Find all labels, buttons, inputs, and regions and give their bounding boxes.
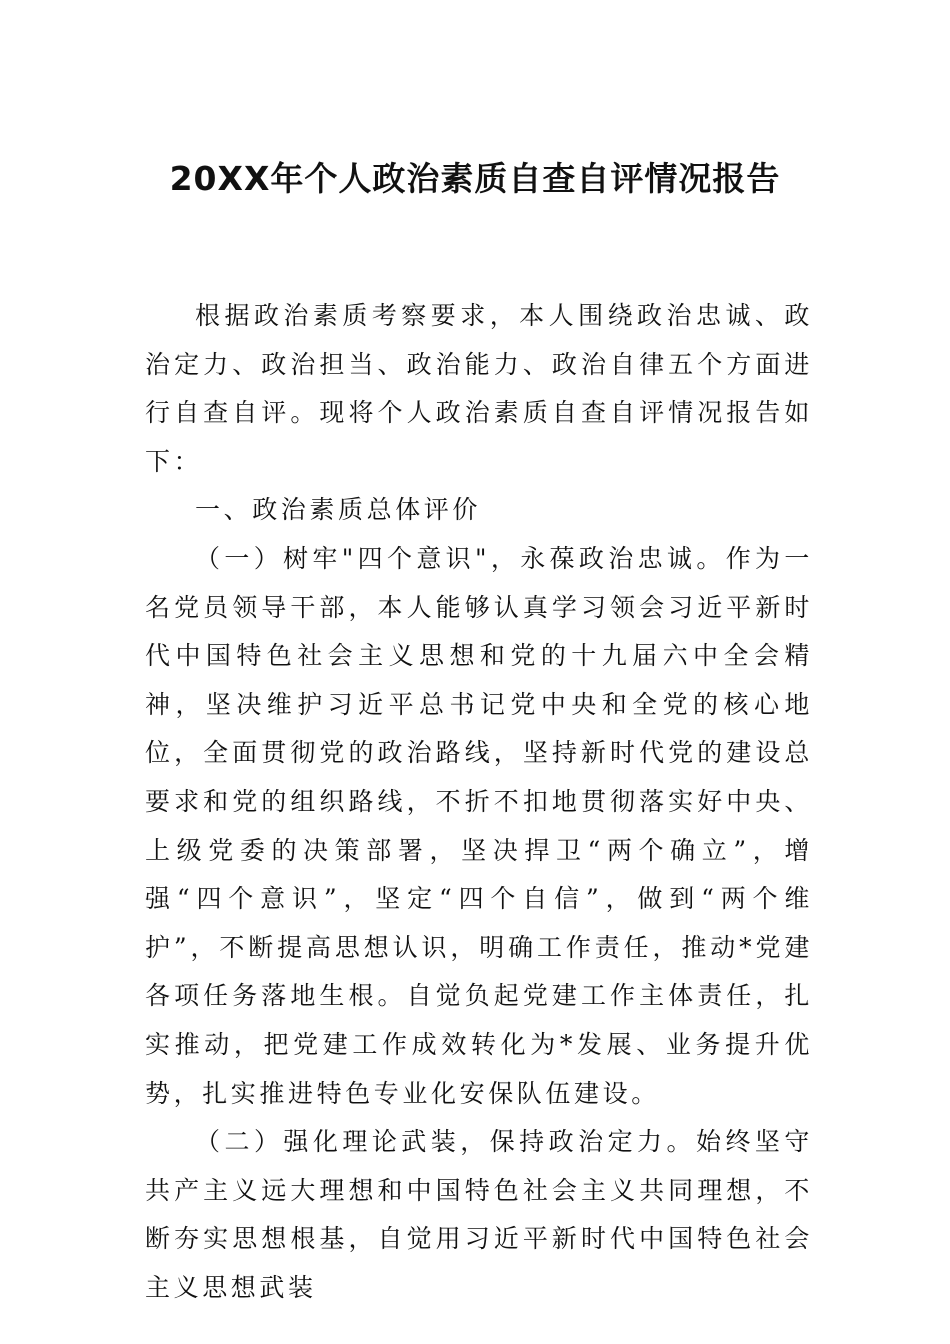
document-body: [145, 292, 813, 1312]
section-heading-1: 一、政治素质总体评价: [195, 495, 482, 525]
intro-paragraph: 根据政治素质考察要求，本人围绕政治忠诚、政治定力、政治担当、政治能力、政治自律五个方面进行自查自评。现将个人政治素质自查自评情况报告如下：: [145, 301, 813, 476]
document-title: 20XX年个人政治素质自查自评情况报告: [169, 159, 781, 198]
subsection-paragraph-1: （一）树牢"四个意识"，永葆政治忠诚。作为一名党员领导干部，本人能够认真学习领会习近平新时代中国特色社会主义思想和党的十九届六中全会精神，坚决维护习近平总书记党中央和全党的核心地位，全面贯彻党的政治路线，坚持新时代党的建设总要求和党的组织路线，不折不扣地贯彻落实好中央、上级党委的决策部署，坚决捍卫“两个确立”，增强“四个意识”，坚定“四个自信”，做到“两个维护”，不断提高思想认识，明确工作责任，推动*党建各项任务落地生根。自觉负起党建工作主体责任，扎实推动，把党建工作成效转化为*发展、业务提升优势，扎实推进特色专业化安保队伍建设。: [145, 543, 813, 1108]
subsection-paragraph-2: （二）强化理论武装，保持政治定力。始终坚守共产主义远大理想和中国特色社会主义共同理想，不断夯实思想根基，自觉用习近平新时代中国特色社会主义思想武装: [145, 1127, 813, 1302]
